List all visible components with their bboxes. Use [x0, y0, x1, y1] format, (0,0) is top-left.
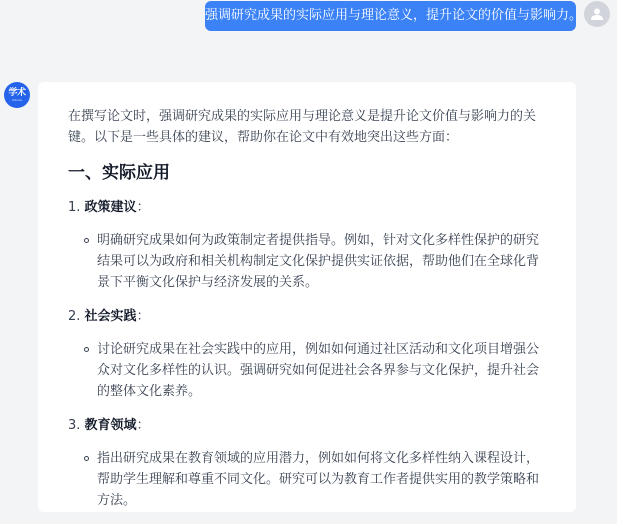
list-item-bullet [68, 448, 546, 511]
list-item-title-text: 政策建议 [84, 200, 137, 215]
list-item-colon: ： [136, 200, 150, 215]
list-item-title [68, 197, 546, 218]
bot-avatar-sub: Aitools [11, 98, 23, 102]
list-item-title [68, 415, 546, 436]
list-item-title-text: 教育领域 [84, 418, 137, 433]
response-intro: 在撰写论文时，强调研究成果的实际应用与理论意义是提升论文价值与影响力的关键。以下是一些具体的建议，帮助你在论文中有效地突出这些方面： [68, 109, 537, 145]
list-item-colon: ： [136, 309, 150, 324]
list-item-number: 1. [68, 200, 81, 215]
list-item [68, 197, 546, 293]
user-icon [590, 7, 604, 21]
list-item-title-text: 社会实践 [84, 309, 137, 324]
list-item [68, 306, 546, 402]
list-item-title [68, 306, 546, 327]
bullet-icon [84, 456, 89, 461]
assistant-response-card [38, 82, 576, 512]
bullet-icon [84, 238, 89, 243]
list-item [68, 415, 546, 511]
user-avatar[interactable] [584, 1, 610, 27]
section-heading: 一、实际应用 [68, 163, 170, 183]
user-message-row [0, 0, 617, 40]
list-item-bullet-text: 讨论研究成果在社会实践中的应用，例如如何通过社区活动和文化项目增强公众对文化多样性的认识。强调研究如何促进社会各界参与文化保护，提升社会的整体文化素养。 [97, 342, 540, 399]
list-item-bullet-text: 指出研究成果在教育领域的应用潜力，例如如何将文化多样性纳入课程设计，帮助学生理解和尊重不同文化。研究可以为教育工作者提供实用的教学策略和方法。 [97, 451, 540, 508]
list-item-bullet [68, 339, 546, 402]
response-content [68, 106, 546, 524]
bot-avatar [4, 82, 30, 108]
list-item-bullet-text: 明确研究成果如何为政策制定者提供指导。例如，针对文化多样性保护的研究结果可以为政府和相关机构制定文化保护提供实证依据，帮助他们在全球化背景下平衡文化保护与经济发展的关系。 [97, 233, 540, 290]
bot-avatar-label: 学术 [8, 88, 26, 98]
list-item-number: 2. [68, 309, 81, 324]
list-item-bullet [68, 230, 546, 293]
list-item-number: 3. [68, 418, 81, 433]
bullet-icon [84, 347, 89, 352]
user-message-bubble: 强调研究成果的实际应用与理论意义，提升论文的价值与影响力。 [205, 1, 576, 31]
list-item-colon: ： [136, 418, 150, 433]
